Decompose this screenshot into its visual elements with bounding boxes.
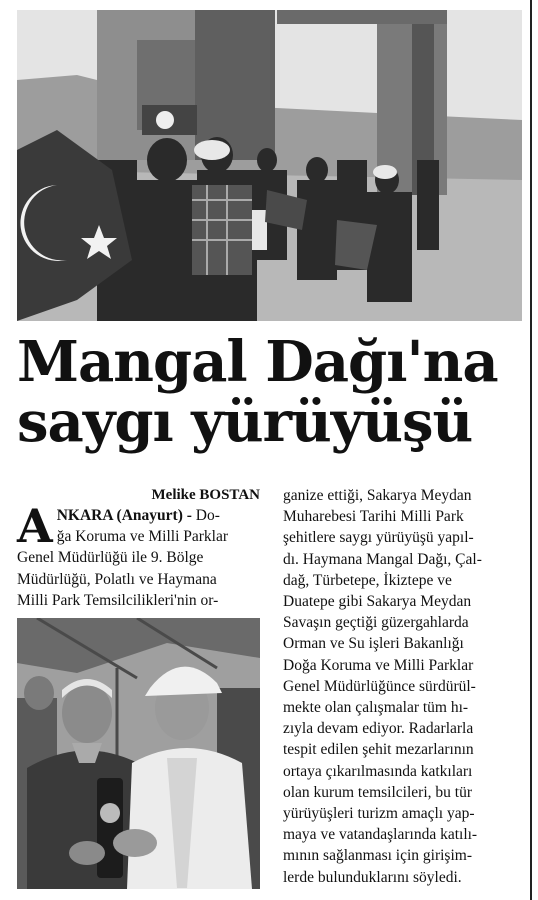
right-line-17: maya ve vatandaşlarında katılı- (283, 826, 478, 844)
headline-line-2: saygı yürüyüşü (17, 389, 473, 455)
main-photo (17, 10, 522, 321)
right-line-13: tespit edilen şehit mezarlarının (283, 741, 474, 759)
right-line-14: ortaya çıkarılmasında katkıları (283, 762, 473, 780)
right-line-7: Savaşın geçtiği güzergahlarda (283, 614, 469, 632)
right-line-19: lerde bulunduklarını söyledi. (283, 868, 462, 886)
right-column-text (283, 485, 523, 888)
right-line-3: şehitlere saygı yürüyüşü yapıl- (283, 529, 474, 547)
right-line-2: Muharebesi Tarihi Milli Park (283, 508, 464, 526)
officials-photo (17, 618, 260, 889)
column-rule (530, 0, 532, 900)
right-line-1: ganize ettiği, Sakarya Meydan (283, 487, 472, 504)
dropcap: A (17, 499, 53, 553)
right-line-15: olan kurum temsilcileri, bu tür (283, 783, 472, 801)
right-line-5: dağ, Türbetepe, İkiztepe ve (283, 571, 452, 589)
byline: Melike BOSTAN (151, 487, 260, 503)
lead-line-2: Genel Müdürlüğü ile 9. Bölge (17, 549, 204, 567)
lead-paragraph (17, 499, 260, 611)
right-line-4: dı. Haymana Mangal Dağı, Çal- (283, 550, 482, 568)
right-line-18: mının sağlanması için girişim- (283, 847, 472, 865)
dateline: NKARA (Anayurt) - (56, 507, 192, 524)
right-line-8: Orman ve Su işleri Bakanlığı (283, 635, 464, 653)
right-line-12: zıyla devam ediyor. Radarlarla (283, 720, 474, 738)
right-column (283, 485, 523, 888)
lead-line-1: ğa Koruma ve Milli Parklar (56, 528, 229, 546)
lead-first-line-tail: Do- (195, 507, 220, 524)
left-column (17, 485, 260, 611)
right-line-9: Doğa Koruma ve Milli Parklar (283, 656, 474, 674)
right-line-11: mekte olan çalışmalar tüm hı- (283, 699, 469, 717)
headline (17, 329, 527, 455)
right-line-6: Duatepe gibi Sakarya Meydan (283, 593, 472, 611)
lead-line-3: Müdürlüğü, Polatlı ve Haymana (17, 570, 217, 588)
lead-line-4: Milli Park Temsilcilikleri'nin or- (17, 591, 219, 609)
right-line-10: Genel Müdürlüğünce sürdürül- (283, 677, 476, 695)
headline-line-1: Mangal Dağı'na (17, 329, 498, 395)
right-line-16: yürüyüşleri turizm amaçlı yap- (283, 805, 475, 823)
